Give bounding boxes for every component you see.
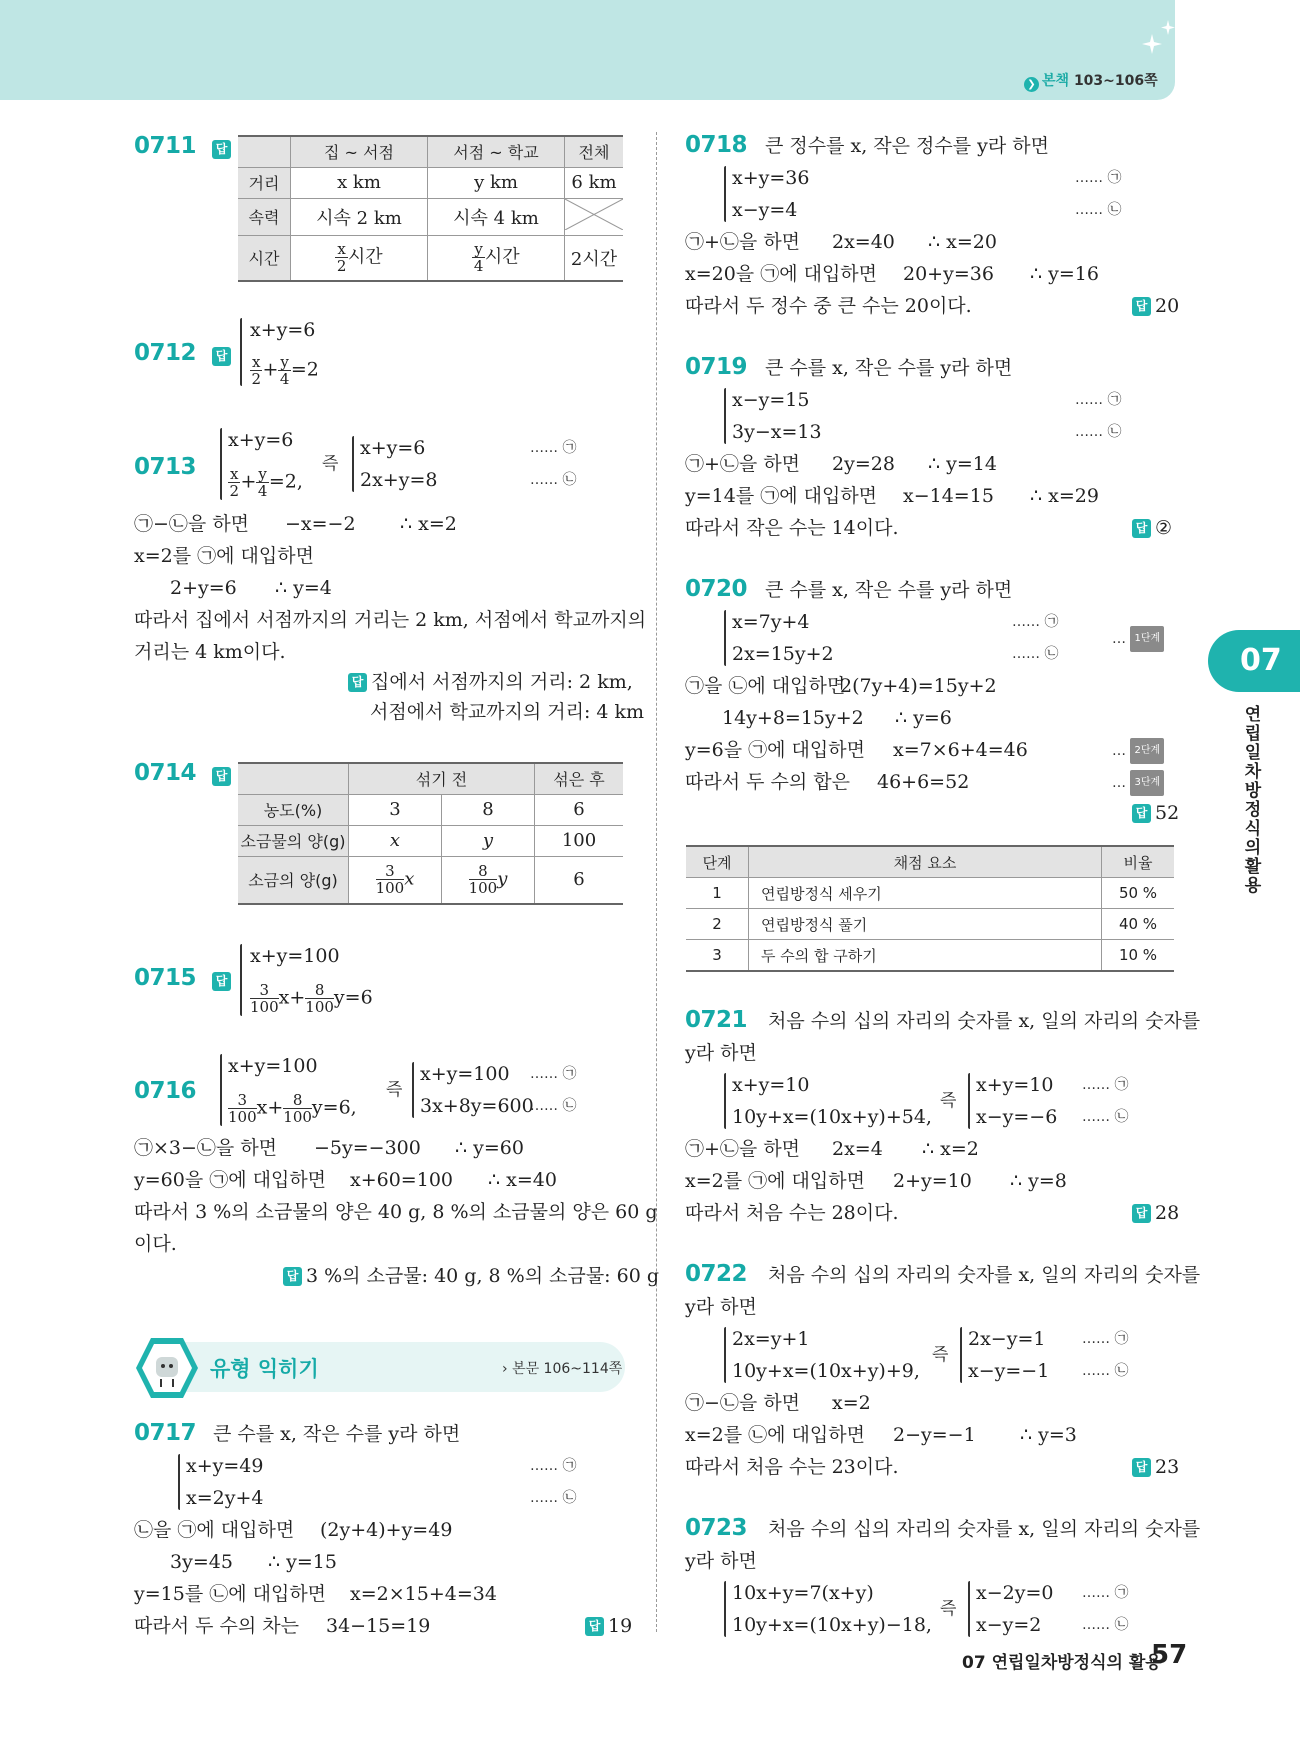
problem-intro: y라 하면 [685,1296,757,1318]
equation-line: x−y=2 [976,1614,1042,1636]
solution-line: x=2 [832,1392,871,1414]
solution-line: ∴ y=8 [1010,1170,1067,1192]
table-col-header: 섞은 후 [535,763,624,794]
grading-cell: 10 % [1102,940,1175,972]
solution-line: 따라서 처음 수는 23이다. [685,1456,899,1478]
table-cell: $\frac{x}{2}$ 시간 [291,235,428,281]
solution-line: ∴ y=3 [1020,1424,1077,1446]
solution-line: 따라서 처음 수는 28이다. [685,1202,899,1224]
marker-a: …… ㉠ [1012,614,1059,630]
equation-line: 10y+x=(10x+y)−18, [732,1614,932,1636]
solution-line: ∴ y=60 [455,1137,524,1159]
chevron-right-icon: › [502,1361,508,1377]
equation-brace [724,1581,726,1637]
grading-col-header: 채점 요소 [749,846,1102,878]
equation-line: 3x+8y=600 [420,1095,534,1117]
table-row-header: 소금물의 양(g) [238,825,349,856]
problem-number-0717: 0717 [134,1420,197,1446]
solution-line: ㉠−㉡을 하면 [685,1392,801,1414]
marker-a: …… ㉠ [530,1066,577,1082]
mascot-icon [134,1335,200,1401]
jeuk-label: 즉 [932,1345,949,1365]
problem-intro: 처음 수의 십의 자리의 숫자를 x, 일의 자리의 숫자를 [768,1010,1201,1032]
solution-line: 거리는 4 km이다. [134,641,286,663]
equation-line: $\frac{3}{100}$ x+ $\frac{8}{100}$ y=6, [228,1091,357,1126]
solution-line: 따라서 두 정수 중 큰 수는 20이다. [685,295,972,317]
solution-line: 2+y=6 [170,577,237,599]
equation-line: x+y=6 [228,429,294,451]
table-cell: y [442,825,535,856]
equation-line: 10y+x=(10x+y)+54, [732,1106,932,1128]
equation-brace [352,436,354,492]
grading-cell: 1 [686,878,749,909]
solution-line: 2x=4 [832,1138,883,1160]
marker-b: …… ㉡ [1075,202,1122,218]
solution-line: x=20을 ㉠에 대입하면 [685,263,878,285]
equation-line: x+y=10 [976,1074,1054,1096]
table-row-header: 소금의 양(g) [238,856,349,904]
table-cell: y km [428,167,565,198]
equation-line: x−2y=0 [976,1582,1054,1604]
table-cell: 3 [349,794,442,825]
table-cell: 100 [535,825,624,856]
equation-line: x+y=36 [732,167,810,189]
solution-line: ㉠을 ㉡에 대입하면 [685,675,846,697]
problem-number-0721: 0721 [685,1007,748,1033]
equation-brace [724,166,726,222]
answer-line: 답 23 [1132,1455,1179,1479]
jeuk-label: 즉 [940,1599,957,1619]
table-0714 [238,762,623,905]
grading-cell: 2 [686,909,749,940]
table-cell: $\frac{y}{4}$ 시간 [428,235,565,281]
table-row-header: 거리 [238,167,291,198]
header-ref-label: 본책 [1042,73,1070,89]
problem-number-0718: 0718 [685,132,748,158]
answer-icon: 답 [212,140,231,159]
grading-cell: 두 수의 합 구하기 [749,940,1102,972]
solution-line: 이다. [134,1233,177,1255]
grading-col-header: 비율 [1102,846,1175,878]
answer-line: 답 19 [585,1614,632,1638]
solution-line: x=7×6+4=46 [893,739,1028,761]
marker-b: …… ㉡ [530,1098,577,1114]
equation-brace [724,1073,726,1129]
solution-line: x=2를 ㉠에 대입하면 [685,1170,865,1192]
equation-line: 3y−x=13 [732,421,822,443]
grading-cell: 40 % [1102,909,1175,940]
solution-line: ∴ x=40 [488,1169,557,1191]
solution-line: 2y=28 [832,453,895,475]
equation-brace [220,428,222,500]
grading-cell: 연립방정식 세우기 [749,878,1102,909]
section-title: 유형 익히기 [210,1357,319,1381]
equation-line: x=7y+4 [732,611,810,633]
grading-cell: 3 [686,940,749,972]
equation-line: x−y=15 [732,389,810,411]
solution-line: ∴ y=14 [928,453,997,475]
marker-b: …… ㉡ [1012,646,1059,662]
problem-intro: 처음 수의 십의 자리의 숫자를 x, 일의 자리의 숫자를 [768,1518,1201,1540]
equation-line: x−y=4 [732,199,798,221]
table-col-header: 서점 ~ 학교 [428,136,565,167]
jeuk-label: 즉 [940,1091,957,1111]
solution-line: y=60을 ㉠에 대입하면 [134,1169,327,1191]
answer-line: 답 28 [1132,1201,1179,1225]
table-row-header: 시간 [238,235,291,281]
table-cell: x [349,825,442,856]
problem-intro: 큰 정수를 x, 작은 정수를 y라 하면 [765,135,1049,157]
solution-line: ∴ x=2 [400,513,457,535]
marker-a: …… ㉠ [1075,170,1122,186]
solution-line: ∴ y=16 [1030,263,1099,285]
solution-line: 따라서 작은 수는 14이다. [685,517,899,539]
answer-line: 답 20 [1132,294,1179,318]
section-reference: › 본문 106~114쪽 [502,1361,623,1377]
step-marker: … 2단계 [1112,738,1164,764]
table-row-header: 속력 [238,198,291,235]
answer-icon: 답 [212,972,231,991]
table-cell: x km [291,167,428,198]
equation-brace [220,1054,222,1126]
equation-line: 10x+y=7(x+y) [732,1582,874,1604]
solution-line: ∴ y=15 [268,1551,337,1573]
solution-line: ㉠×3−㉡을 하면 [134,1137,278,1159]
equation-brace [240,318,242,386]
table-cell: 6 km [565,167,624,198]
equation-line: x+y=100 [228,1055,318,1077]
table-cell: 6 [535,794,624,825]
column-divider [656,132,657,1632]
answer-line: 답 ② [1132,516,1172,540]
solution-line: x=2를 ㉡에 대입하면 [685,1424,865,1446]
equation-line: 2x=15y+2 [732,643,834,665]
table-col-header: 집 ~ 서점 [291,136,428,167]
problem-number-0714: 0714 [134,760,197,786]
marker-b: …… ㉡ [1075,424,1122,440]
table-cell: 시속 2 km [291,198,428,235]
equation-line: x+y=100 [250,945,340,967]
equation-line: 2x−y=1 [968,1328,1046,1350]
answer-line: 답 52 [1132,801,1179,825]
equation-line: x+y=6 [250,319,316,341]
chevron-right-icon: ❯ [1024,77,1039,92]
solution-line: 2+y=10 [893,1170,972,1192]
equation-brace [968,1581,970,1637]
marker-b: …… ㉡ [530,472,577,488]
solution-line: ㉡을 ㉠에 대입하면 [134,1519,295,1541]
problem-intro: 큰 수를 x, 작은 수를 y라 하면 [213,1423,461,1445]
solution-line: ∴ x=29 [1030,485,1099,507]
solution-line: 따라서 3 %의 소금물의 양은 40 g, 8 %의 소금물의 양은 60 g [134,1201,658,1223]
marker-a: …… ㉠ [1075,392,1122,408]
solution-line: 20+y=36 [903,263,994,285]
problem-number-0711: 0711 [134,133,197,159]
equation-brace [412,1062,414,1118]
solution-line: ∴ y=4 [275,577,332,599]
step-marker: … 1단계 [1112,626,1164,652]
solution-line: −x=−2 [285,513,356,535]
table-cell: 6 [535,856,624,904]
marker-a: …… ㉠ [1082,1585,1129,1601]
table-cell: $\frac{3}{100}$ x [349,856,442,904]
chapter-tab[interactable]: 07 [1208,630,1300,692]
solution-line: −5y=−300 [314,1137,421,1159]
solution-line: ㉠−㉡을 하면 [134,513,250,535]
problem-intro: 처음 수의 십의 자리의 숫자를 x, 일의 자리의 숫자를 [768,1264,1201,1286]
equation-brace [178,1454,180,1510]
footer-chapter: 07 연립일차방정식의 활용 [962,1653,1162,1673]
answer-line: 서점에서 학교까지의 거리: 4 km [370,701,645,723]
table-cell: 시속 4 km [428,198,565,235]
jeuk-label: 즉 [386,1080,403,1100]
equation-line: 2x=y+1 [732,1328,810,1350]
equation-brace [724,1327,726,1383]
solution-line: 2x=40 [832,231,895,253]
table-cell-empty [565,198,624,235]
grading-cell: 연립방정식 풀기 [749,909,1102,940]
problem-number-0715: 0715 [134,965,197,991]
solution-line: x+60=100 [350,1169,453,1191]
table-0711 [238,135,623,282]
grading-cell: 50 % [1102,878,1175,909]
solution-line: 2−y=−1 [893,1424,976,1446]
marker-b: …… ㉡ [1082,1617,1129,1633]
equation-line: x+y=49 [186,1455,264,1477]
equation-line: $\frac{3}{100}$ x+ $\frac{8}{100}$ y=6 [250,981,373,1016]
solution-line: y=6을 ㉠에 대입하면 [685,739,865,761]
equation-line: $\frac{x}{2}$ + $\frac{y}{4}$ =2, [229,465,303,500]
solution-line: 따라서 두 수의 합은 [685,771,850,793]
problem-intro: y라 하면 [685,1042,757,1064]
solution-line: ∴ x=2 [922,1138,979,1160]
solution-line: ㉠+㉡을 하면 [685,1138,801,1160]
equation-brace [724,610,726,666]
equation-line: x+y=100 [420,1063,510,1085]
equation-brace [240,944,242,1016]
equation-line: 10y+x=(10x+y)+9, [732,1360,920,1382]
equation-brace [968,1073,970,1129]
table-row-header: 농도(%) [238,794,349,825]
solution-line: 46+6=52 [877,771,970,793]
header-band [0,0,1175,100]
grading-table [686,845,1174,972]
problem-number-0716: 0716 [134,1078,197,1104]
problem-intro: y라 하면 [685,1550,757,1572]
header-ref-pages: 103~106쪽 [1073,73,1158,89]
table-col-header: 전체 [565,136,624,167]
problem-number-0723: 0723 [685,1515,748,1541]
solution-line: 따라서 집에서 서점까지의 거리는 2 km, 서점에서 학교까지의 [134,609,647,631]
problem-number-0712: 0712 [134,340,197,366]
equation-brace [960,1327,962,1383]
solution-line: 34−15=19 [326,1615,431,1637]
table-cell: 2시간 [565,235,624,281]
equation-brace [724,388,726,444]
table-cell: 8 [442,794,535,825]
answer-icon: 답 [212,767,231,786]
equation-line: x+y=6 [360,437,426,459]
solution-line: 3y=45 [170,1551,233,1573]
equation-line: x−y=−6 [976,1106,1058,1128]
solution-line: ∴ x=20 [928,231,997,253]
chapter-vertical-title: 연립일차방정식의 활용 [1244,705,1262,896]
solution-line: y=14를 ㉠에 대입하면 [685,485,878,507]
problem-intro: 큰 수를 x, 작은 수를 y라 하면 [765,357,1013,379]
table-col-header: 섞기 전 [349,763,535,794]
equation-line: x−y=−1 [968,1360,1050,1382]
problem-number-0720: 0720 [685,576,748,602]
marker-b: …… ㉡ [530,1490,577,1506]
problem-number-0719: 0719 [685,354,748,380]
equation-line: x+y=10 [732,1074,810,1096]
marker-a: …… ㉠ [1082,1077,1129,1093]
solution-line: x=2를 ㉠에 대입하면 [134,545,314,567]
answer-line: 답 집에서 서점까지의 거리: 2 km, [348,670,633,694]
sparkle-icon [1140,16,1180,56]
solution-line: y=15를 ㉡에 대입하면 [134,1583,327,1605]
step-marker: … 3단계 [1112,770,1164,796]
solution-line: ㉠+㉡을 하면 [685,231,801,253]
table-cell: $\frac{8}{100}$ y [442,856,535,904]
answer-line: 답 3 %의 소금물: 40 g, 8 %의 소금물: 60 g [283,1264,659,1288]
marker-b: …… ㉡ [1082,1109,1129,1125]
problem-number-0722: 0722 [685,1261,748,1287]
problem-number-0713: 0713 [134,454,197,480]
marker-b: …… ㉡ [1082,1363,1129,1379]
header-reference [1024,70,1158,92]
marker-a: …… ㉠ [1082,1331,1129,1347]
equation-line: x=2y+4 [186,1487,264,1509]
equation-line: $\frac{x}{2}$ + $\frac{y}{4}$ =2 [251,353,319,388]
marker-a: …… ㉠ [530,1458,577,1474]
marker-a: …… ㉠ [530,440,577,456]
solution-line: 2(7y+4)=15y+2 [840,675,997,697]
answer-icon: 답 [212,347,231,366]
solution-line: ㉠+㉡을 하면 [685,453,801,475]
solution-line: 따라서 두 수의 차는 [134,1615,299,1637]
jeuk-label: 즉 [322,454,339,474]
solution-line: (2y+4)+y=49 [320,1519,453,1541]
solution-line: 14y+8=15y+2 [722,707,864,729]
problem-intro: 큰 수를 x, 작은 수를 y라 하면 [765,579,1013,601]
cross-mark [565,199,623,230]
solution-line: x=2×15+4=34 [350,1583,497,1605]
solution-line: ∴ y=6 [895,707,952,729]
equation-line: 2x+y=8 [360,469,438,491]
page-number: 57 [1151,1640,1188,1670]
solution-line: x−14=15 [903,485,994,507]
grading-col-header: 단계 [686,846,749,878]
